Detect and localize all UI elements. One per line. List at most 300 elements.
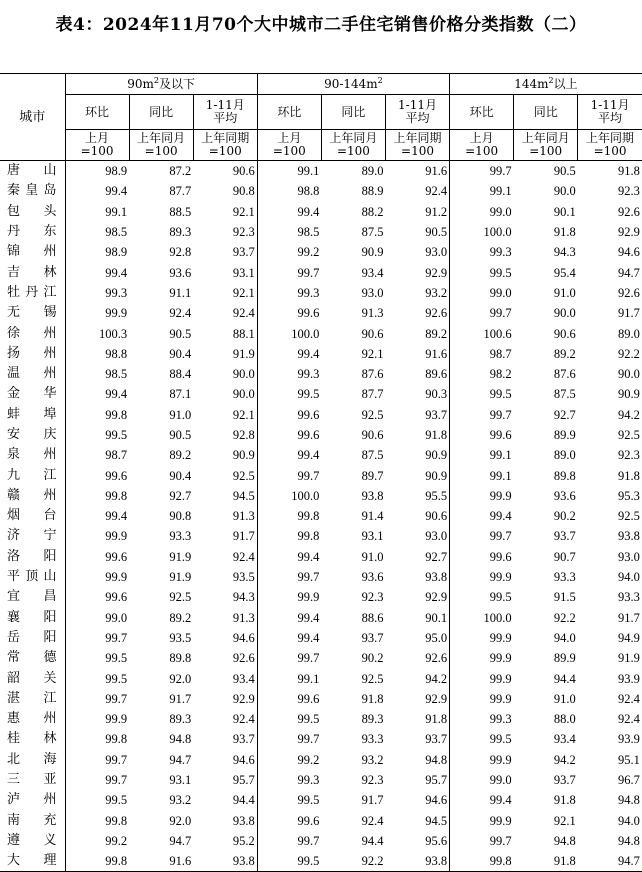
index-value-cell: 99.4 <box>65 262 129 282</box>
city-name-cell: 济宁 <box>7 528 57 544</box>
city-name-cell: 三亚 <box>7 772 57 788</box>
index-value-cell: 92.0 <box>169 813 192 828</box>
index-value-cell: 91.7 <box>617 610 640 625</box>
index-value-cell: 92.9 <box>617 225 640 240</box>
index-value-cell: 90.0 <box>232 387 255 402</box>
index-value-cell: 93.1 <box>169 773 192 788</box>
index-value-cell: 93.7 <box>425 407 448 422</box>
index-value-cell: 92.6 <box>425 306 448 321</box>
index-value-cell: 99.5 <box>65 425 129 445</box>
index-value-cell: 98.5 <box>257 222 321 242</box>
index-value-cell: 92.9 <box>425 590 448 605</box>
index-value-cell: 90.4 <box>169 468 192 483</box>
index-value-cell: 93.8 <box>193 851 257 872</box>
city-name-cell: 襄阳 <box>7 609 57 625</box>
index-value-cell: 99.3 <box>257 770 321 790</box>
index-value-cell: 92.4 <box>361 813 384 828</box>
index-value-cell: 93.7 <box>232 245 255 260</box>
index-value-cell: 99.8 <box>65 405 129 425</box>
sub-header: 1-11月 平均 <box>193 95 257 130</box>
city-name-cell: 徐州 <box>7 325 57 341</box>
index-value-cell: 90.6 <box>361 428 384 442</box>
index-value-cell: 92.4 <box>169 306 192 321</box>
table-row <box>0 668 642 688</box>
index-value-cell: 91.3 <box>232 610 255 625</box>
index-value-cell: 90.9 <box>232 448 255 463</box>
index-value-cell: 98.9 <box>65 242 129 262</box>
index-value-cell: 99.7 <box>257 729 321 749</box>
index-value-cell: 90.9 <box>361 245 384 260</box>
index-value-cell: 88.5 <box>169 204 192 219</box>
index-value-cell: 92.7 <box>169 488 192 503</box>
index-value-cell: 92.4 <box>425 184 448 199</box>
table-row <box>0 283 642 303</box>
sub-header: 同比 <box>129 95 193 130</box>
base-header: 上年同月 =100 <box>321 130 385 161</box>
index-value-cell: 99.9 <box>65 567 129 587</box>
index-value-cell: 90.5 <box>169 428 192 442</box>
index-value-cell: 94.2 <box>553 752 576 767</box>
table-row <box>0 242 642 262</box>
index-value-cell: 94.7 <box>617 265 640 280</box>
city-name-cell: 泉州 <box>7 447 57 463</box>
index-value-cell: 90.7 <box>553 549 576 564</box>
index-value-cell: 94.2 <box>617 407 640 422</box>
table-title: 表4：2024年11月70个大中城市二手住宅销售价格分类指数（二） <box>55 15 587 35</box>
index-value-cell: 98.5 <box>65 364 129 384</box>
index-value-cell: 99.6 <box>450 547 514 567</box>
index-value-cell: 91.8 <box>617 468 640 483</box>
index-value-cell: 100.0 <box>257 323 321 343</box>
index-value-cell: 99.5 <box>65 648 129 668</box>
table-row <box>0 587 642 607</box>
table-row <box>0 445 642 465</box>
base-header: 上月 =100 <box>65 130 129 161</box>
index-value-cell: 89.2 <box>169 610 192 625</box>
index-value-cell: 99.8 <box>257 526 321 546</box>
index-value-cell: 93.3 <box>617 590 640 605</box>
index-value-cell: 99.1 <box>65 202 129 222</box>
index-value-cell: 94.6 <box>425 793 448 808</box>
index-value-cell: 94.7 <box>169 752 192 767</box>
index-value-cell: 93.1 <box>361 529 384 544</box>
table-row <box>0 608 642 628</box>
index-value-cell: 93.7 <box>232 732 255 747</box>
index-value-cell: 90.5 <box>425 225 448 240</box>
base-header: 上月 =100 <box>257 130 321 161</box>
index-value-cell: 99.5 <box>450 729 514 749</box>
index-value-cell: 94.4 <box>232 793 255 808</box>
table-row <box>0 628 642 648</box>
index-value-cell: 93.8 <box>425 570 448 585</box>
city-name-cell: 岳阳 <box>7 629 57 645</box>
city-name-cell: 遵义 <box>7 832 57 848</box>
base-header: 上年同期 =100 <box>385 130 449 161</box>
index-value-cell: 100.6 <box>450 323 514 343</box>
index-value-cell: 87.7 <box>361 387 384 402</box>
city-name-cell: 赣州 <box>7 487 57 503</box>
table-row <box>0 831 642 851</box>
index-value-cell: 94.4 <box>361 833 384 848</box>
city-name-cell: 无锡 <box>7 305 57 321</box>
index-value-cell: 89.3 <box>361 712 384 727</box>
index-value-cell: 91.0 <box>553 691 576 706</box>
index-value-cell: 99.9 <box>450 750 514 770</box>
index-value-cell: 99.6 <box>257 689 321 709</box>
index-value-cell: 99.1 <box>450 445 514 465</box>
index-value-cell: 91.5 <box>553 590 576 605</box>
index-value-cell: 93.5 <box>169 630 192 645</box>
index-value-cell: 99.4 <box>257 202 321 222</box>
index-value-cell: 91.8 <box>425 428 448 442</box>
index-value-cell: 92.5 <box>169 590 192 605</box>
index-value-cell: 99.6 <box>65 547 129 567</box>
index-value-cell: 91.0 <box>361 549 384 564</box>
sub-header: 1-11月 平均 <box>578 95 642 130</box>
group-header-large: $144m^2$以上 <box>450 74 642 95</box>
city-name-cell: 南充 <box>7 812 57 828</box>
city-name-cell: 九江 <box>7 467 57 483</box>
index-value-cell: 100.3 <box>65 323 129 343</box>
index-value-cell: 91.2 <box>425 204 448 219</box>
index-value-cell: 90.6 <box>553 326 576 341</box>
index-value-cell: 99.9 <box>450 668 514 688</box>
index-value-cell: 90.3 <box>425 387 448 402</box>
index-value-cell: 93.9 <box>617 732 640 747</box>
index-value-cell: 93.2 <box>425 285 448 300</box>
index-value-cell: 94.8 <box>617 793 640 808</box>
index-value-cell: 91.8 <box>514 851 578 872</box>
index-value-cell: 89.0 <box>553 448 576 463</box>
index-value-cell: 95.3 <box>617 488 640 503</box>
index-value-cell: 87.1 <box>169 387 192 402</box>
index-value-cell: 99.5 <box>450 384 514 404</box>
index-value-cell: 90.2 <box>361 651 384 666</box>
city-column-header: 城市 <box>0 74 65 161</box>
index-value-cell: 99.7 <box>257 465 321 485</box>
index-value-cell: 93.8 <box>361 488 384 503</box>
index-value-cell: 93.6 <box>169 265 192 280</box>
index-value-cell: 94.2 <box>425 671 448 686</box>
index-value-cell: 90.9 <box>425 468 448 483</box>
index-value-cell: 89.2 <box>425 326 448 341</box>
index-value-cell: 93.4 <box>553 732 576 747</box>
index-value-cell: 93.6 <box>553 488 576 503</box>
index-value-cell: 92.8 <box>232 428 255 442</box>
index-value-cell: 99.8 <box>65 811 129 831</box>
index-value-cell: 94.9 <box>617 630 640 645</box>
base-header: 上年同期 =100 <box>578 130 642 161</box>
index-value-cell: 94.8 <box>169 732 192 747</box>
index-value-cell: 87.2 <box>169 164 192 179</box>
index-value-cell: 92.1 <box>232 407 255 422</box>
table-row <box>0 709 642 729</box>
index-value-cell: 92.4 <box>232 549 255 564</box>
base-header: 上月 =100 <box>450 130 514 161</box>
index-value-cell: 93.0 <box>425 529 448 544</box>
table-row <box>0 790 642 810</box>
index-value-cell: 90.8 <box>169 509 192 524</box>
index-value-cell: 99.3 <box>65 283 129 303</box>
city-name-cell: 安庆 <box>7 427 57 442</box>
index-value-cell: 90.0 <box>617 367 640 382</box>
table-row <box>0 344 642 364</box>
index-value-cell: 95.5 <box>425 488 448 503</box>
index-value-cell: 95.1 <box>617 752 640 767</box>
index-value-cell: 90.9 <box>425 448 448 463</box>
index-value-cell: 91.8 <box>617 164 640 179</box>
index-value-cell: 91.8 <box>361 691 384 706</box>
city-name-cell: 洛阳 <box>7 548 57 564</box>
table-row <box>0 465 642 485</box>
index-value-cell: 91.6 <box>129 851 193 872</box>
index-value-cell: 99.7 <box>65 770 129 790</box>
group-header-small: $90m^2$及以下 <box>65 74 257 95</box>
index-value-cell: 99.7 <box>65 628 129 648</box>
group-header-medium: $90-144m^2$ <box>257 74 449 95</box>
city-name-cell: 扬州 <box>7 345 57 361</box>
index-value-cell: 91.1 <box>169 285 192 300</box>
index-value-cell: 99.5 <box>257 790 321 810</box>
index-value-cell: 93.2 <box>361 752 384 767</box>
index-value-cell: 94.5 <box>425 813 448 828</box>
index-value-cell: 89.2 <box>169 448 192 463</box>
index-value-cell: 92.2 <box>617 346 640 361</box>
index-value-cell: 99.8 <box>450 851 514 872</box>
index-value-cell: 99.4 <box>450 790 514 810</box>
sub-header: 同比 <box>514 95 578 130</box>
index-value-cell: 92.9 <box>425 265 448 280</box>
index-value-cell: 99.6 <box>65 587 129 607</box>
index-value-cell: 99.5 <box>65 790 129 810</box>
index-value-cell: 99.2 <box>257 242 321 262</box>
index-value-cell: 99.9 <box>257 587 321 607</box>
index-value-cell: 91.8 <box>553 225 576 240</box>
base-header: 上年同月 =100 <box>129 130 193 161</box>
index-value-cell: 99.7 <box>257 831 321 851</box>
index-value-cell: 93.3 <box>169 529 192 544</box>
index-value-cell: 87.5 <box>361 225 384 240</box>
index-value-cell: 99.6 <box>257 425 321 445</box>
index-value-cell: 98.8 <box>65 344 129 364</box>
index-value-cell: 92.1 <box>232 285 255 300</box>
index-value-cell: 89.9 <box>553 651 576 666</box>
index-value-cell: 92.1 <box>553 813 576 828</box>
index-value-cell: 92.8 <box>169 245 192 260</box>
index-value-cell: 99.7 <box>65 750 129 770</box>
index-value-cell: 99.4 <box>257 547 321 567</box>
index-value-cell: 99.1 <box>450 465 514 485</box>
index-value-cell: 91.6 <box>425 346 448 361</box>
index-value-cell: 90.0 <box>232 367 255 382</box>
index-value-cell: 88.6 <box>361 610 384 625</box>
index-value-cell: 93.0 <box>361 285 384 300</box>
index-value-cell: 92.5 <box>361 671 384 686</box>
index-value-cell: 94.8 <box>425 752 448 767</box>
index-value-cell: 99.0 <box>65 608 129 628</box>
table-row <box>0 181 642 201</box>
index-value-cell: 89.0 <box>361 164 384 179</box>
index-value-cell: 94.6 <box>232 630 255 645</box>
index-value-cell: 98.2 <box>450 364 514 384</box>
index-value-cell: 99.1 <box>257 161 321 182</box>
city-name-cell: 包头 <box>7 203 57 219</box>
index-value-cell: 93.0 <box>425 245 448 260</box>
index-value-cell: 89.7 <box>361 468 384 483</box>
city-name-cell: 锦州 <box>7 244 57 260</box>
city-name-cell: 宜昌 <box>7 589 57 605</box>
sub-header: 环比 <box>257 95 321 130</box>
index-value-cell: 95.7 <box>425 773 448 788</box>
index-value-cell: 99.9 <box>450 567 514 587</box>
index-value-cell: 99.4 <box>257 628 321 648</box>
city-name-cell: 唐山 <box>7 163 57 179</box>
index-value-cell: 92.0 <box>169 671 192 686</box>
index-value-cell: 99.9 <box>65 303 129 323</box>
index-value-cell: 99.5 <box>257 851 321 872</box>
index-value-cell: 99.8 <box>257 506 321 526</box>
index-value-cell: 99.5 <box>257 384 321 404</box>
index-value-cell: 99.4 <box>257 608 321 628</box>
index-value-cell: 99.9 <box>450 628 514 648</box>
index-value-cell: 92.6 <box>617 204 640 219</box>
index-value-cell: 92.3 <box>617 184 640 199</box>
index-value-cell: 99.9 <box>450 689 514 709</box>
city-name-cell: 韶关 <box>7 670 57 686</box>
index-value-cell: 99.7 <box>450 405 514 425</box>
index-value-cell: 93.4 <box>232 671 255 686</box>
index-value-cell: 93.8 <box>385 851 449 872</box>
index-value-cell: 90.4 <box>169 346 192 361</box>
index-value-cell: 91.8 <box>553 793 576 808</box>
index-value-cell: 99.0 <box>450 202 514 222</box>
index-value-cell: 95.7 <box>232 773 255 788</box>
index-value-cell: 100.0 <box>257 486 321 506</box>
table-row <box>0 689 642 709</box>
index-value-cell: 93.7 <box>361 630 384 645</box>
table-row <box>0 547 642 567</box>
index-value-cell: 93.3 <box>361 732 384 747</box>
table-row <box>0 770 642 790</box>
index-value-cell: 92.1 <box>232 204 255 219</box>
index-value-cell: 91.7 <box>617 306 640 321</box>
index-value-cell: 92.3 <box>232 225 255 240</box>
index-value-cell: 92.4 <box>232 306 255 321</box>
sub-header: 同比 <box>321 95 385 130</box>
city-name-cell: 北海 <box>7 751 57 767</box>
index-value-cell: 92.1 <box>361 346 384 361</box>
index-value-cell: 93.7 <box>425 732 448 747</box>
index-value-cell: 95.6 <box>425 833 448 848</box>
index-value-cell: 99.1 <box>450 181 514 201</box>
city-name-cell: 温州 <box>7 366 57 382</box>
index-value-cell: 92.2 <box>321 851 385 872</box>
city-name-cell: 秦皇岛 <box>7 183 57 199</box>
index-value-cell: 87.6 <box>553 367 576 382</box>
city-name-cell: 金华 <box>7 386 57 402</box>
index-value-cell: 88.0 <box>553 712 576 727</box>
index-value-cell: 94.0 <box>617 570 640 585</box>
index-value-cell: 90.6 <box>361 326 384 341</box>
index-value-cell: 88.1 <box>232 326 255 341</box>
index-value-cell: 90.9 <box>617 387 640 402</box>
index-value-cell: 91.3 <box>232 509 255 524</box>
index-value-cell: 99.1 <box>257 668 321 688</box>
index-value-cell: 99.7 <box>450 526 514 546</box>
index-value-cell: 92.4 <box>617 691 640 706</box>
index-value-cell: 91.9 <box>169 570 192 585</box>
index-value-cell: 91.9 <box>169 549 192 564</box>
index-value-cell: 99.0 <box>450 283 514 303</box>
index-value-cell: 92.4 <box>232 712 255 727</box>
table-row <box>0 648 642 668</box>
index-value-cell: 91.9 <box>617 651 640 666</box>
index-value-cell: 99.6 <box>257 303 321 323</box>
index-value-cell: 99.6 <box>257 811 321 831</box>
index-value-cell: 94.8 <box>553 833 576 848</box>
index-value-cell: 99.9 <box>450 648 514 668</box>
index-value-cell: 99.4 <box>450 506 514 526</box>
index-value-cell: 99.3 <box>450 242 514 262</box>
index-value-cell: 92.6 <box>617 285 640 300</box>
index-value-cell: 99.7 <box>450 831 514 851</box>
index-value-cell: 100.0 <box>450 222 514 242</box>
table-row <box>0 303 642 323</box>
index-value-cell: 94.3 <box>553 245 576 260</box>
index-value-cell: 98.9 <box>65 161 129 182</box>
index-value-cell: 91.7 <box>232 529 255 544</box>
city-name-cell: 牡丹江 <box>7 284 57 300</box>
index-value-cell: 92.5 <box>617 509 640 524</box>
index-value-cell: 89.0 <box>617 326 640 341</box>
index-value-cell: 98.8 <box>257 181 321 201</box>
table-row <box>0 323 642 343</box>
index-value-cell: 99.9 <box>450 811 514 831</box>
index-value-cell: 98.7 <box>65 445 129 465</box>
index-value-cell: 92.5 <box>361 407 384 422</box>
index-value-cell: 99.7 <box>65 689 129 709</box>
index-value-cell: 92.4 <box>617 712 640 727</box>
index-value-cell: 93.7 <box>553 773 576 788</box>
index-value-cell: 92.5 <box>617 428 640 442</box>
index-value-cell: 95.0 <box>425 630 448 645</box>
table-row <box>0 729 642 749</box>
table-row <box>0 364 642 384</box>
index-value-cell: 99.9 <box>65 526 129 546</box>
index-value-cell: 90.1 <box>425 610 448 625</box>
index-value-cell: 90.6 <box>425 509 448 524</box>
index-value-cell: 93.6 <box>361 570 384 585</box>
index-value-cell: 93.0 <box>617 549 640 564</box>
index-value-cell: 91.3 <box>361 306 384 321</box>
index-value-cell: 91.0 <box>169 407 192 422</box>
index-value-cell: 92.6 <box>425 651 448 666</box>
index-value-cell: 91.6 <box>425 164 448 179</box>
index-value-cell: 93.2 <box>169 793 192 808</box>
sub-header: 环比 <box>450 95 514 130</box>
index-value-cell: 99.5 <box>257 709 321 729</box>
index-value-cell: 89.2 <box>553 346 576 361</box>
table-row <box>0 161 642 182</box>
index-value-cell: 90.1 <box>553 204 576 219</box>
index-value-cell: 89.9 <box>553 428 576 442</box>
index-value-cell: 99.2 <box>65 831 129 851</box>
table-row <box>0 222 642 242</box>
city-name-cell: 蚌埠 <box>7 406 57 422</box>
index-value-cell: 99.5 <box>450 262 514 282</box>
index-value-cell: 88.9 <box>361 184 384 199</box>
index-value-cell: 90.2 <box>553 509 576 524</box>
